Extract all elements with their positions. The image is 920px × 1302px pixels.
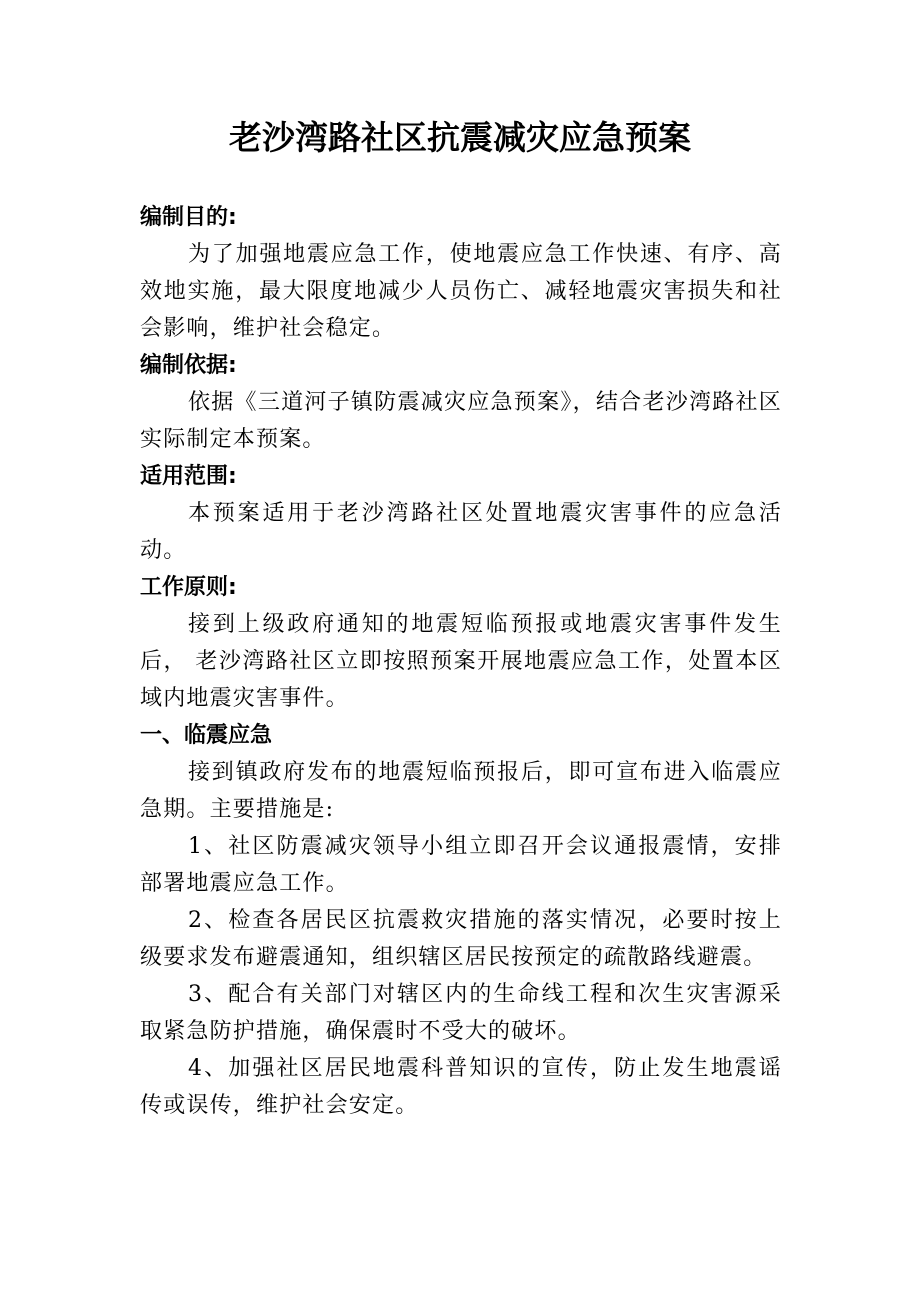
section-heading-purpose: 编制目的: (140, 205, 237, 230)
section-heading-principles: 工作原则: (140, 575, 237, 600)
paragraph-basis: 依据《三道河子镇防震减灾应急预案》，结合老沙湾路社区实际制定本预案。 (140, 390, 782, 452)
paragraph-principles: 接到上级政府通知的地震短临预报或地震灾害事件发生后， 老沙湾路社区立即按照预案开展地震应急工作，处置本区域内地震灾害事件。 (140, 612, 782, 711)
list-item-measure-2: 2、检查各居民区抗震救灾措施的落实情况，必要时按上级要求发布避震通知，组织辖区居民按预定的疏散路线避震。 (140, 908, 782, 970)
section-heading-basis: 编制依据: (140, 353, 237, 378)
list-item-measure-4: 4、加强社区居民地震科普知识的宣传，防止发生地震谣传或误传，维护社会安定。 (140, 1056, 782, 1118)
section-heading-imminent-response: 一、临震应急 (140, 723, 273, 748)
paragraph-imminent-intro: 接到镇政府发布的地震短临预报后，即可宣布进入临震应急期。主要措施是: (140, 760, 782, 822)
document-body (140, 199, 782, 1124)
paragraph-scope: 本预案适用于老沙湾路社区处置地震灾害事件的应急活动。 (140, 501, 782, 563)
list-item-measure-1: 1、社区防震减灾领导小组立即召开会议通报震情，安排部署地震应急工作。 (140, 834, 782, 896)
list-item-measure-3: 3、配合有关部门对辖区内的生命线工程和次生灾害源采取紧急防护措施，确保震时不受大的破坏。 (140, 982, 782, 1044)
section-heading-scope: 适用范围: (140, 464, 237, 489)
document-title: 老沙湾路社区抗震减灾应急预案 (229, 118, 691, 157)
paragraph-purpose: 为了加强地震应急工作，使地震应急工作快速、有序、高效地实施，最大限度地减少人员伤亡、减轻地震灾害损失和社会影响，维护社会稳定。 (140, 242, 782, 341)
